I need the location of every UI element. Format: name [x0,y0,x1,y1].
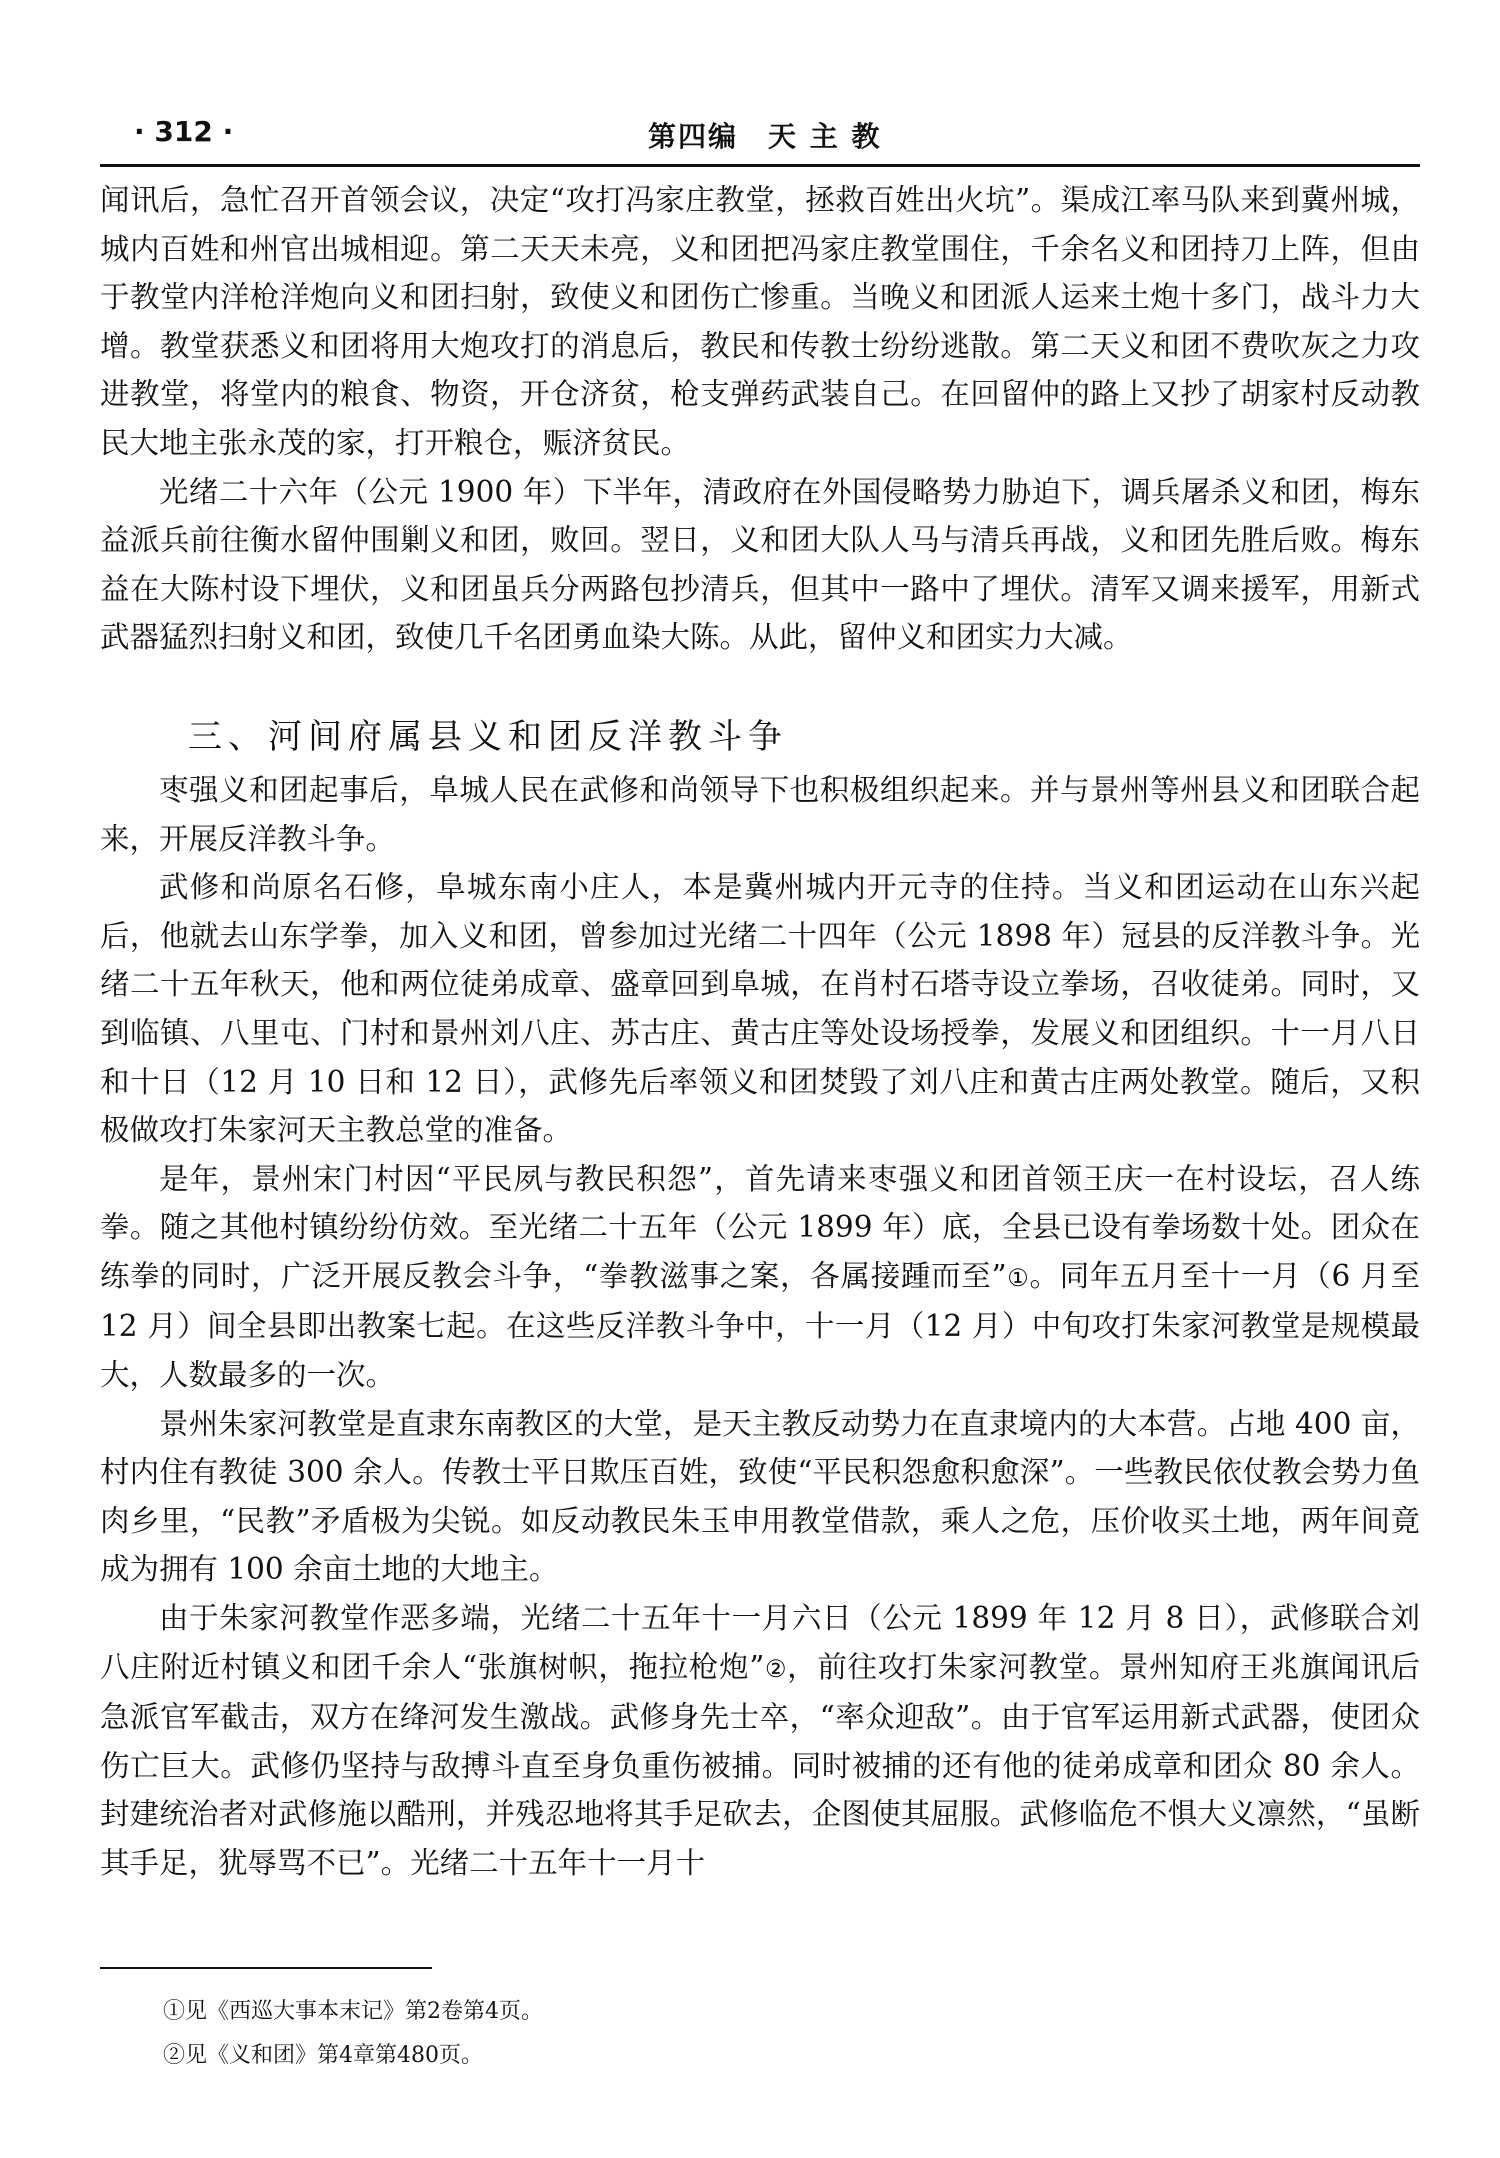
paragraph-text: ，前往攻打朱家河教堂。景州知府王兆旗闻讯后急派官军截击，双方在绛河发生激战。武修身先士卒，“率众迎敌”。由于官军运用新式武器，使团众伤亡巨大。武修仍坚持与敌搏斗直至身负重伤被捕。同时被捕的还有他的徒弟成章和团众 80 余人。封建统治者对武修施以酷刑，并残忍地将其手足砍去，企图使其屈服。武修临危不惧大义凛然，“虽断其手足，犹辱骂不已”。光绪二十五年十一月十 [100,1649,1420,1880]
footnote-rule [100,1967,432,1969]
footnote: ②见《义和团》第4章第480页。 [163,2043,483,2068]
footnote-marker[interactable]: ② [764,1654,788,1683]
footnote-marker[interactable]: ① [1006,1263,1030,1292]
paragraph-text: 是年，景州宋门村因“平民夙与教民积怨”，首先请来枣强义和团首领王庆一在村设坛，召人练拳。随之其他村镇纷纷仿效。至光绪二十五年（公元 1899 年）底，全县已设有拳场数十处。团众在练拳的同时，广泛开展反教会斗争，“拳教滋事之案，各属接踵而至” [100,1161,1420,1293]
paragraph: 光绪二十六年（公元 1900 年）下半年，清政府在外国侵略势力胁迫下，调兵屠杀义和团，梅东益派兵前往衡水留仲围剿义和团，败回。翌日，义和团大队人马与清兵再战，义和团先胜后败。梅东益在大陈村设下埋伏，义和团虽兵分两路包抄清兵，但其中一路中了埋伏。清军又调来援军，用新式武器猛烈扫射义和团，致使几千名团勇血染大陈。从此，留仲义和团实力大减。 [100,474,1420,655]
section-heading: 三、河间府属县义和团反洋教斗争 [188,716,788,757]
paragraph-with-footnote [100,1594,1420,1888]
header-rule [100,164,1420,167]
paragraph-text: 由于朱家河教堂作恶多端，光绪二十五年十一月六日（公元 1899 年 12 月 8 日），武修联合刘八庄附近村镇义和团千余人“张旗树帜，拖拉枪炮” [100,1601,1420,1684]
body-text [100,176,1420,1888]
footnote: ①见《西巡大事本末记》第2卷第4页。 [163,1999,543,2024]
paragraph-text: 。同年五月至十一月（6 月至 12 月）间全县即出教案七起。在这些反洋教斗争中，十一月（12 月）中旬攻打朱家河教堂是规模最大，人数最多的一次。 [100,1258,1421,1393]
page-number: · 312 · [134,115,234,148]
paragraph-with-footnote [100,1155,1420,1400]
running-head-title: 第四编 天 主 教 [648,120,882,153]
paragraph: 武修和尚原名石修，阜城东南小庄人，本是冀州城内开元寺的住持。当义和团运动在山东兴起后，他就去山东学拳，加入义和团，曾参加过光绪二十四年（公元 1898 年）冠县的反洋教斗争。光绪二十五年秋天，他和两位徒弟成章、盛章回到阜城，在肖村石塔寺设立拳场，召收徒弟。同时，又到临镇、八里屯、门村和景州刘八庄、苏古庄、黄古庄等处设场授拳，发展义和团组织。十一月八日和十日（12 月 10 日和 12 日），武修先后率领义和团焚毁了刘八庄和黄古庄两处教堂。随后，又积极做攻打朱家河天主教总堂的准备。 [100,870,1420,1148]
running-head [100,105,1420,165]
paragraph-continued: 闻讯后，急忙召开首领会议，决定“攻打冯家庄教堂，拯救百姓出火坑”。渠成江率马队来到冀州城，城内百姓和州官出城相迎。第二天天未亮，义和团把冯家庄教堂围住，千余名义和团持刀上阵，但由于教堂内洋枪洋炮向义和团扫射，致使义和团伤亡惨重。当晚义和团派人运来土炮十多门，战斗力大增。教堂获悉义和团将用大炮攻打的消息后，教民和传教士纷纷逃散。第二天义和团不费吹灰之力攻进教堂，将堂内的粮食、物资，开仓济贫，枪支弹药武装自己。在回留仲的路上又抄了胡家村反动教民大地主张永茂的家，打开粮仓，赈济贫民。 [100,183,1420,460]
footnotes [163,1990,1363,2078]
paragraph: 枣强义和团起事后，阜城人民在武修和尚领导下也积极组织起来。并与景州等州县义和团联合起来，开展反洋教斗争。 [100,772,1420,856]
paragraph: 景州朱家河教堂是直隶东南教区的大堂，是天主教反动势力在直隶境内的大本营。占地 400 亩，村内住有教徒 300 余人。传教士平日欺压百姓，致使“平民积怨愈积愈深”。一些教民依仗教会势力鱼肉乡里，“民教”矛盾极为尖锐。如反动教民朱玉申用教堂借款，乘人之危，压价收买土地，两年间竟成为拥有 100 余亩土地的大地主。 [100,1406,1420,1587]
